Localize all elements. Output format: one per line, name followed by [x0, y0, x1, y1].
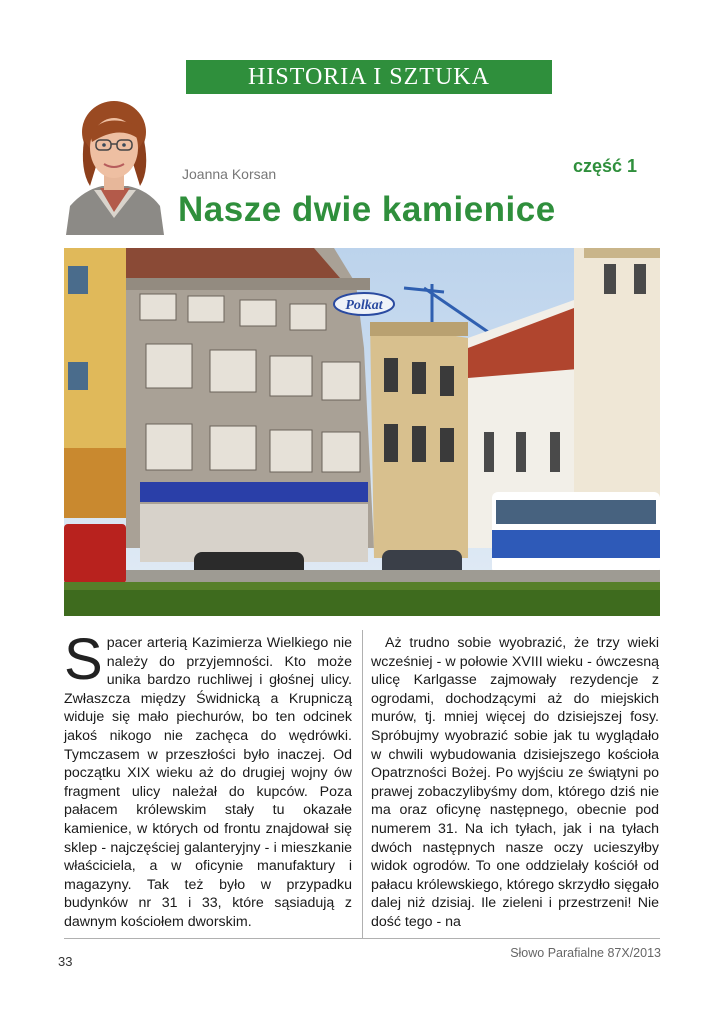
street-photo: [64, 248, 660, 616]
article-title: Nasze dwie kamienice: [178, 190, 556, 229]
publication-info: Słowo Parafialne 87X/2013: [510, 946, 661, 960]
page-number: 33: [58, 954, 73, 969]
author-portrait: [64, 100, 166, 235]
polkat-sign-text: Polkat: [345, 298, 383, 313]
author-name: Joanna Korsan: [182, 166, 277, 182]
drop-cap: S: [64, 627, 103, 692]
polkat-sign: [334, 293, 394, 315]
article-text-left: pacer arterią Kazimierza Wielkiego nie należy do przyjemności. Kto może unika bardzo ruchliwej i głośnej ulicy. Zwłaszcza między Świdnicką a Krupniczą widuje się mało piechurów, bo ten odcinek jakoś nikogo nie zachęca do wędrówki. Tymczasem w przeszłości było inaczej. Od początku XIX wieku aż do drugiej wojny ów fragment ulicy należał do kupców. Poza pałacem królewskim stały tu okazałe kamienice, w których od frontu znajdował się sklep - najczęściej galanteryjny - i mieszkanie właściciela, a w oficynie manufaktury i magazyny. Tak też było w przypadku budynków nr 31 i 33, które sąsiadują z dawnym kościołem dworskim.: [64, 635, 352, 930]
article-column-left: [64, 627, 352, 932]
article-column-right: [371, 634, 659, 932]
footer-rule: [64, 938, 660, 939]
section-banner: HISTORIA I SZTUKA: [186, 60, 552, 94]
article-text-right: Aż trudno sobie wyobrazić, że trzy wieki wcześniej - w połowie XVIII wieku - ówczesną ulicę Karlgasse zajmowały rezydencje z ogrodami, dochodzącymi aż do miejskich murów, tj. mniej więcej do dzisiejszej fosy. Spróbujmy wyobrazić sobie jak tu wyglądało w chwili wybudowania dzisiejszego kościoła Opatrzności Bożej. Po wyjściu ze świątyni po prawej zobaczylibyśmy dom, którego dziś nie ma oraz oficynę następnego, obecnie pod numerem 31. Na ich tyłach, jak i na tyłach dwóch następnych nasze oczy ucieszyłby widok ogrodów. To one oddzielały kościół od pałacu królewskiego, którego skrzydło sięgało dalej niż dzisiaj. Ile zieleni i przestrzeni! Nie dość tego - na: [371, 635, 659, 930]
column-divider: [362, 630, 363, 938]
part-label: część 1: [572, 156, 637, 176]
tram: [492, 492, 660, 574]
